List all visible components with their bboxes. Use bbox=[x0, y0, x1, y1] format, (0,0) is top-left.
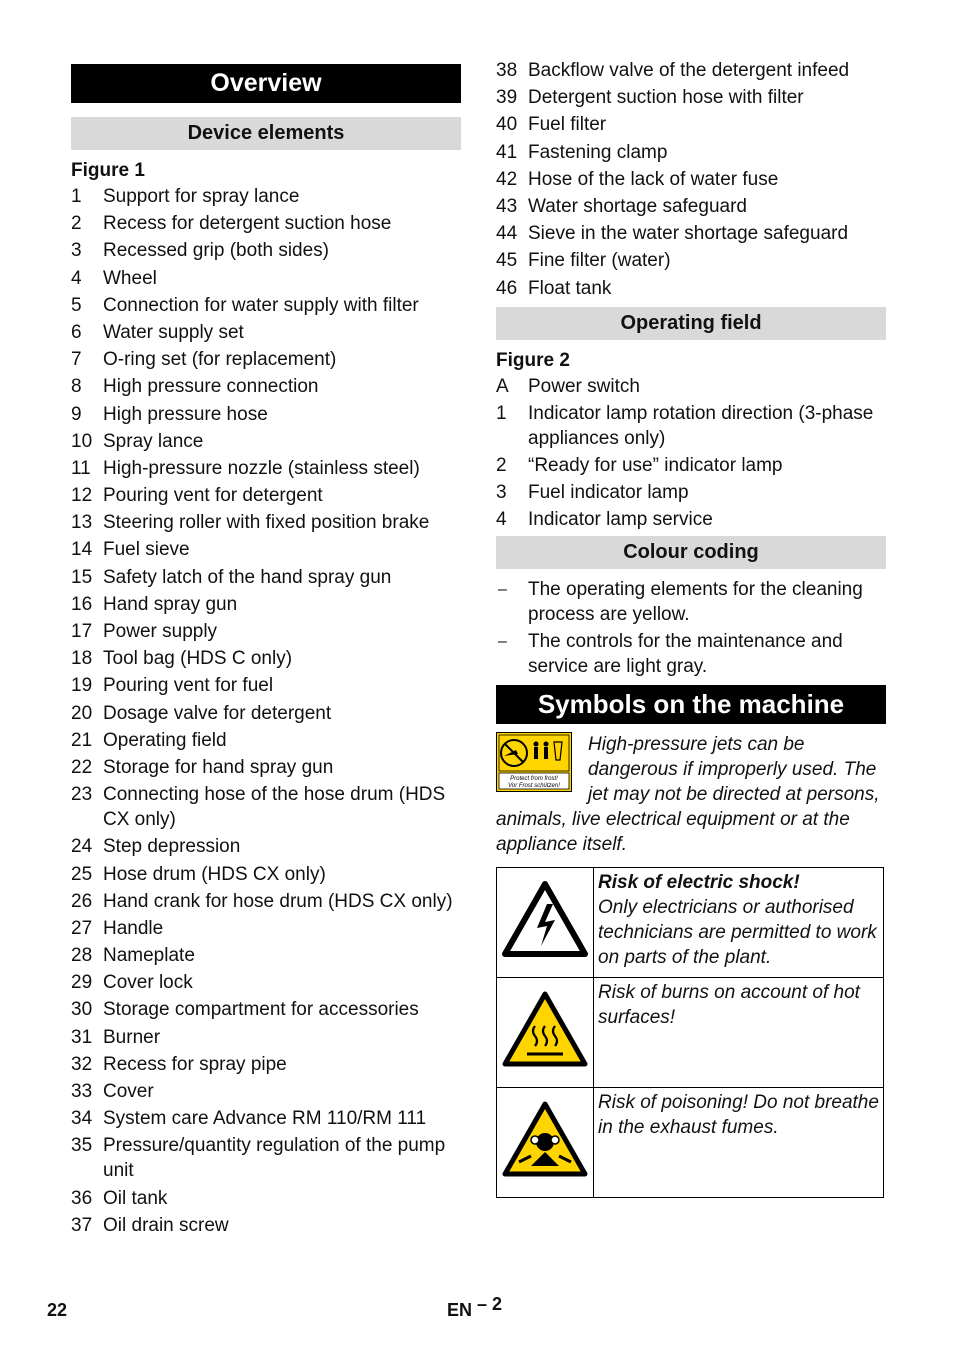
item-number: 38 bbox=[496, 60, 518, 81]
item-text: Step depression bbox=[103, 836, 241, 858]
item-number: 3 bbox=[496, 482, 507, 504]
item-text: Power supply bbox=[103, 621, 218, 642]
item-number: 14 bbox=[71, 539, 93, 561]
subsection-title-device-elements: Device elements bbox=[71, 117, 461, 150]
item-text: Hand crank for hose drum (HDS CX only) bbox=[103, 890, 453, 912]
item-number: 9 bbox=[71, 403, 82, 425]
item-text: The controls for the maintenance and service are light gray. bbox=[528, 631, 843, 678]
risk-text-cell bbox=[594, 978, 884, 1088]
list-item bbox=[496, 194, 886, 219]
list-item bbox=[71, 537, 461, 562]
list-item bbox=[71, 483, 461, 508]
list-item bbox=[71, 456, 461, 481]
list-item bbox=[496, 401, 886, 451]
item-number: 21 bbox=[71, 729, 93, 751]
list-item bbox=[496, 480, 886, 505]
item-text: Indicator lamp rotation direction (3-phase appliances only) bbox=[528, 402, 874, 449]
list-item bbox=[71, 565, 461, 590]
item-number: 36 bbox=[71, 1187, 93, 1209]
risk-text-cell bbox=[594, 1088, 884, 1198]
item-text: High-pressure nozzle (stainless steel) bbox=[103, 457, 420, 479]
list-item bbox=[71, 1133, 461, 1183]
item-text: Power switch bbox=[528, 375, 640, 397]
list-item bbox=[71, 592, 461, 617]
list-item bbox=[71, 997, 461, 1022]
hot-surface-icon bbox=[501, 990, 589, 1070]
item-number: 43 bbox=[496, 195, 518, 217]
item-number: 23 bbox=[71, 784, 93, 806]
item-text: Storage compartment for accessories bbox=[103, 999, 419, 1021]
list-item bbox=[71, 1052, 461, 1077]
item-number: 12 bbox=[71, 485, 93, 507]
item-number: 31 bbox=[71, 1026, 93, 1048]
figure-label: Figure 2 bbox=[496, 349, 570, 371]
risk-icon-cell bbox=[497, 868, 594, 978]
list-item bbox=[71, 211, 461, 236]
figure-label: Figure 1 bbox=[71, 160, 145, 181]
label-text-line2: Vor Frost schützen! bbox=[508, 783, 560, 790]
dash-bullet: – bbox=[498, 581, 507, 599]
item-number: 3 bbox=[71, 240, 82, 262]
item-text: Pressure/quantity regulation of the pump unit bbox=[103, 1135, 446, 1182]
item-number: 33 bbox=[71, 1081, 93, 1102]
item-number: 26 bbox=[71, 890, 93, 912]
list-item bbox=[496, 167, 886, 192]
item-number: 1 bbox=[71, 186, 82, 207]
warning-text: High-pressure jets can be dangerous if improperly used. The jet may not be directed at persons, animals, live electrical equipment or at the appliance itself. bbox=[496, 734, 880, 856]
item-text: Recess for detergent suction hose bbox=[103, 213, 392, 235]
risk-title: Risk of electric shock! bbox=[598, 872, 800, 894]
item-number: 46 bbox=[496, 277, 518, 299]
item-number: 4 bbox=[496, 509, 507, 531]
list-item bbox=[496, 221, 886, 246]
item-number: 19 bbox=[71, 675, 93, 697]
risk-row-electric bbox=[497, 868, 884, 978]
list-item bbox=[71, 238, 461, 263]
item-text: Steering roller with fixed position brake bbox=[103, 512, 430, 534]
operating-field-list bbox=[496, 374, 886, 533]
language-code: EN bbox=[447, 1300, 473, 1320]
item-text: Fuel sieve bbox=[103, 539, 190, 561]
list-item bbox=[71, 916, 461, 941]
list-item bbox=[71, 1213, 461, 1238]
electric-shock-icon bbox=[501, 880, 589, 960]
list-item bbox=[71, 1025, 461, 1050]
item-number: 18 bbox=[71, 648, 93, 670]
item-text: Fastening clamp bbox=[528, 141, 668, 163]
list-item bbox=[496, 577, 886, 627]
item-text: Fuel indicator lamp bbox=[528, 482, 689, 504]
risk-text: Only electricians or authorised technicians are permitted to work on parts of the plant. bbox=[598, 897, 877, 969]
item-number: 5 bbox=[71, 294, 82, 316]
item-text: Water supply set bbox=[103, 321, 244, 343]
list-item bbox=[71, 184, 461, 209]
list-item bbox=[496, 112, 886, 137]
list-item bbox=[71, 862, 461, 887]
item-text: Safety latch of the hand spray gun bbox=[103, 566, 392, 588]
list-item bbox=[71, 1106, 461, 1131]
item-text: Dosage valve for detergent bbox=[103, 702, 332, 724]
item-text: Backflow valve of the detergent infeed bbox=[528, 60, 850, 81]
risk-row-burns bbox=[497, 978, 884, 1088]
item-text: Water shortage safeguard bbox=[528, 195, 747, 217]
right-column bbox=[496, 58, 886, 1198]
list-item bbox=[71, 347, 461, 372]
list-item bbox=[71, 646, 461, 671]
risk-icon-cell bbox=[497, 1088, 594, 1198]
item-text: Recessed grip (both sides) bbox=[103, 240, 329, 262]
item-text: Spray lance bbox=[103, 430, 204, 452]
item-number: 44 bbox=[496, 223, 518, 245]
item-text: Hose of the lack of water fuse bbox=[528, 168, 779, 190]
item-number: 34 bbox=[71, 1108, 93, 1130]
item-number: 17 bbox=[71, 621, 93, 642]
list-item bbox=[496, 58, 886, 83]
item-text: Nameplate bbox=[103, 945, 195, 967]
item-number: 32 bbox=[71, 1053, 93, 1075]
item-text: Pouring vent for fuel bbox=[103, 675, 274, 697]
risk-text: Risk of burns on account of hot surfaces! bbox=[598, 982, 860, 1029]
list-item bbox=[496, 453, 886, 478]
item-number: 13 bbox=[71, 512, 93, 534]
item-number: 45 bbox=[496, 250, 518, 272]
item-text: Operating field bbox=[103, 729, 227, 751]
item-number: 8 bbox=[71, 376, 82, 398]
poisoning-icon bbox=[501, 1100, 589, 1180]
item-number: 16 bbox=[71, 593, 93, 615]
subsection-title-colour-coding: Colour coding bbox=[496, 536, 886, 569]
list-item bbox=[71, 402, 461, 427]
item-text: Fine filter (water) bbox=[528, 250, 671, 272]
item-number: 42 bbox=[496, 168, 518, 190]
list-item bbox=[496, 85, 886, 110]
item-number: 15 bbox=[71, 566, 93, 588]
risk-text: Risk of poisoning! Do not breathe in the exhaust fumes. bbox=[598, 1092, 879, 1139]
list-item bbox=[71, 320, 461, 345]
item-text: Burner bbox=[103, 1026, 161, 1048]
item-number: 35 bbox=[71, 1135, 93, 1157]
list-item bbox=[71, 1186, 461, 1211]
item-number: 37 bbox=[71, 1214, 93, 1236]
list-item bbox=[71, 701, 461, 726]
label-text-line1: Protect from frost! bbox=[510, 776, 558, 783]
list-item bbox=[71, 429, 461, 454]
list-item bbox=[496, 276, 886, 301]
item-text: Oil drain screw bbox=[103, 1214, 229, 1236]
list-item bbox=[71, 293, 461, 318]
item-text: Connection for water supply with filter bbox=[103, 294, 419, 316]
item-text: High pressure hose bbox=[103, 403, 268, 425]
language-page: – 2 bbox=[477, 1294, 503, 1314]
page-number: 22 bbox=[47, 1300, 68, 1320]
item-number: 22 bbox=[71, 756, 93, 778]
risk-text-cell bbox=[594, 868, 884, 978]
list-item bbox=[71, 970, 461, 995]
item-text: Storage for hand spray gun bbox=[103, 756, 334, 778]
item-text: Fuel filter bbox=[528, 114, 607, 136]
device-elements-list bbox=[71, 184, 461, 1238]
list-item bbox=[496, 507, 886, 532]
subsection-title-operating-field: Operating field bbox=[496, 307, 886, 340]
high-pressure-label-icon bbox=[496, 732, 572, 792]
item-number: 24 bbox=[71, 836, 93, 858]
item-text: Hose drum (HDS CX only) bbox=[103, 863, 326, 885]
item-text: Float tank bbox=[528, 277, 612, 299]
item-text: The operating elements for the cleaning process are yellow. bbox=[528, 579, 863, 626]
item-text: Cover lock bbox=[103, 972, 193, 994]
list-item bbox=[71, 374, 461, 399]
item-number: 6 bbox=[71, 321, 82, 343]
item-number: 2 bbox=[71, 213, 82, 235]
risk-table bbox=[496, 867, 884, 1198]
high-pressure-warning bbox=[496, 732, 886, 857]
item-number: 7 bbox=[71, 349, 82, 371]
item-number: 20 bbox=[71, 702, 93, 724]
list-item bbox=[71, 755, 461, 780]
footer-language bbox=[447, 1294, 503, 1321]
section-title-overview: Overview bbox=[71, 64, 461, 103]
list-item bbox=[71, 728, 461, 753]
item-number: 10 bbox=[71, 430, 93, 452]
item-text: Oil tank bbox=[103, 1187, 168, 1209]
item-number: 28 bbox=[71, 945, 93, 967]
section-title-symbols: Symbols on the machine bbox=[496, 685, 886, 724]
item-number: A bbox=[496, 375, 509, 397]
item-text: Cover bbox=[103, 1081, 154, 1102]
item-text: Tool bag (HDS C only) bbox=[103, 648, 293, 670]
risk-row-poisoning bbox=[497, 1088, 884, 1198]
item-number: 25 bbox=[71, 863, 93, 885]
left-column bbox=[71, 64, 461, 1240]
list-item bbox=[496, 629, 886, 679]
item-text: “Ready for use” indicator lamp bbox=[528, 454, 783, 476]
list-item bbox=[71, 834, 461, 859]
list-item bbox=[71, 619, 461, 644]
item-number: 30 bbox=[71, 999, 93, 1021]
list-item bbox=[71, 782, 461, 832]
item-text: System care Advance RM 110/RM 111 bbox=[103, 1108, 427, 1130]
device-elements-list-continued bbox=[496, 58, 886, 301]
item-number: 39 bbox=[496, 87, 518, 109]
item-number: 27 bbox=[71, 917, 93, 939]
item-number: 2 bbox=[496, 454, 507, 476]
item-number: 4 bbox=[71, 267, 82, 289]
list-item bbox=[71, 943, 461, 968]
item-text: Pouring vent for detergent bbox=[103, 485, 323, 507]
item-text: Recess for spray pipe bbox=[103, 1053, 287, 1075]
item-text: Handle bbox=[103, 917, 164, 939]
item-text: Sieve in the water shortage safeguard bbox=[528, 223, 849, 245]
list-item bbox=[71, 1079, 461, 1104]
list-item bbox=[71, 889, 461, 914]
list-item bbox=[71, 266, 461, 291]
item-text: High pressure connection bbox=[103, 376, 319, 398]
list-item bbox=[496, 248, 886, 273]
list-item bbox=[496, 374, 886, 399]
item-text: Support for spray lance bbox=[103, 186, 300, 207]
item-number: 1 bbox=[496, 402, 507, 424]
item-number: 11 bbox=[71, 457, 91, 479]
risk-icon-cell bbox=[497, 978, 594, 1088]
list-item bbox=[71, 673, 461, 698]
item-number: 41 bbox=[496, 141, 518, 163]
item-text: Wheel bbox=[103, 267, 157, 289]
item-text: Connecting hose of the hose drum (HDS CX only) bbox=[103, 784, 446, 831]
list-item bbox=[71, 510, 461, 535]
dash-bullet: – bbox=[498, 633, 507, 651]
item-text: Indicator lamp service bbox=[528, 509, 713, 531]
item-number: 40 bbox=[496, 114, 518, 136]
colour-coding-list bbox=[496, 577, 886, 679]
list-item bbox=[496, 140, 886, 165]
item-number: 29 bbox=[71, 972, 93, 994]
item-text: O-ring set (for replacement) bbox=[103, 349, 337, 371]
item-text: Detergent suction hose with filter bbox=[528, 87, 804, 109]
item-text: Hand spray gun bbox=[103, 593, 238, 615]
